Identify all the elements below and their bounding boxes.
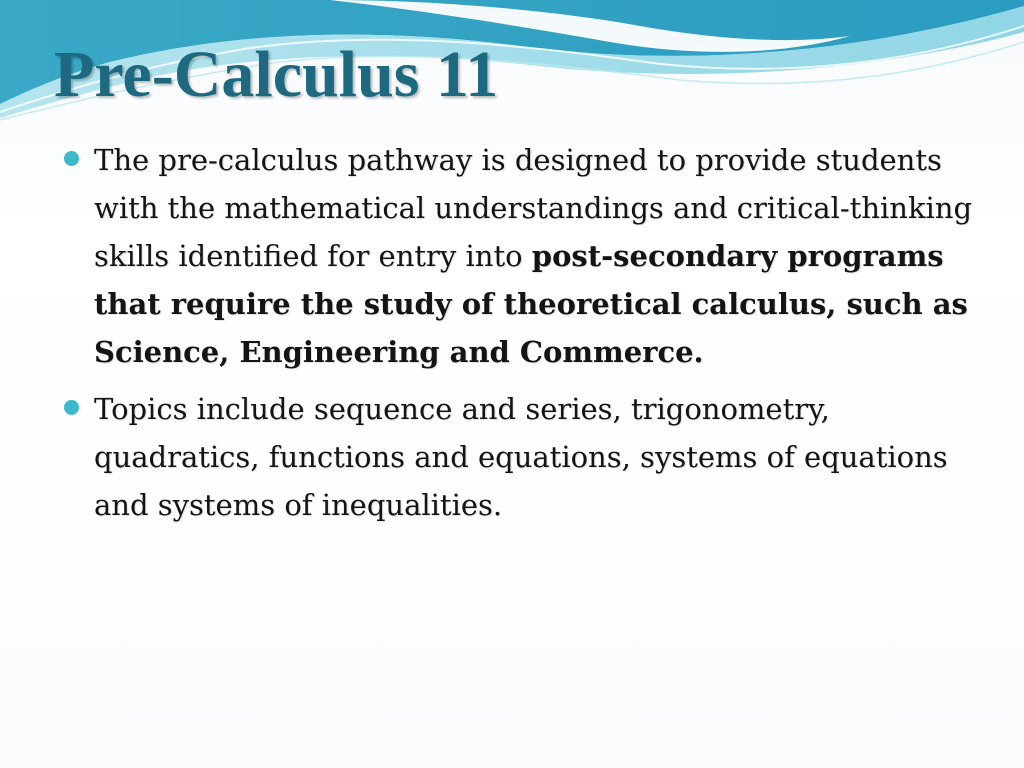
slide-title: Pre-Calculus 11 — [54, 38, 499, 111]
bullet-dot-icon — [64, 400, 79, 415]
bullet-text-bold: post-secondary programs that require the study of theoretical calculus, such as Science, Engineering and Commerce. — [94, 239, 968, 369]
bullet-text-regular: The pre-calculus pathway is designed to provide students with the mathematical understandings and critical-thinking skills identified for entry into — [94, 143, 973, 273]
bullet-dot-icon — [64, 151, 79, 166]
bullet-item — [62, 136, 982, 376]
bullet-item — [62, 385, 982, 529]
bullet-text-regular: Topics include sequence and series, trigonometry, quadratics, functions and equations, systems of equations and systems of inequalities. — [94, 392, 948, 522]
bullet-list — [62, 136, 982, 538]
